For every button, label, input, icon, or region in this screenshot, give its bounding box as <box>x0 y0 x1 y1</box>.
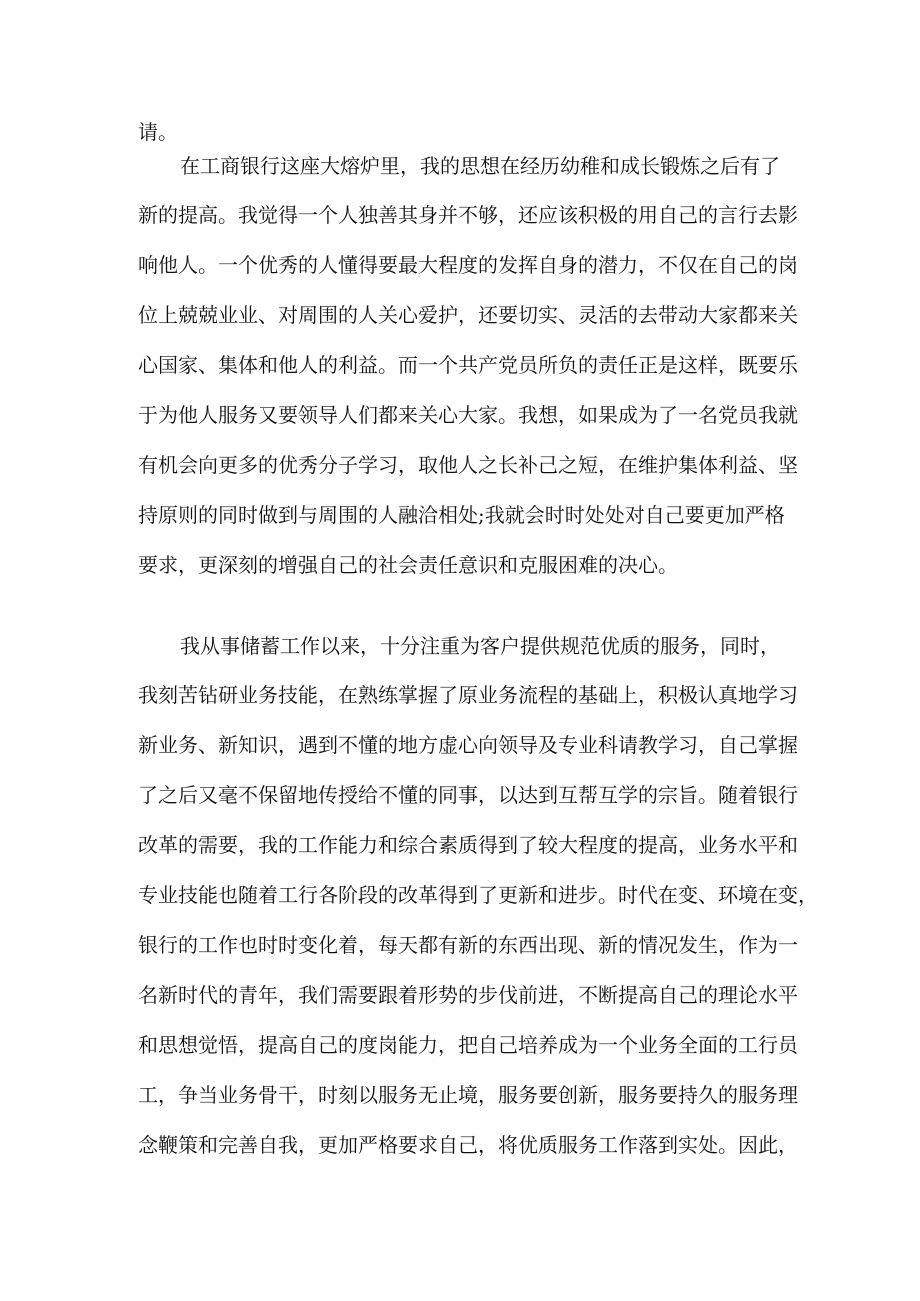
paragraph-line: 专业技能也随着工行各阶段的改革得到了更新和进步。时代在变、环境在变， <box>138 883 818 907</box>
paragraph-line: 持原则的同时做到与周围的人融洽相处;我就会时时处处对自己要更加严格 <box>138 503 785 527</box>
paragraph-line: 心国家、集体和他人的利益。而一个共产党员所负的责任正是这样，既要乐 <box>138 353 798 377</box>
paragraph-line: 响他人。一个优秀的人懂得要最大程度的发挥自身的潜力，不仅在自己的岗 <box>138 253 798 277</box>
paragraph-line: 了之后又毫不保留地传授给不懂的同事，以达到互帮互学的宗旨。随着银行 <box>138 783 798 807</box>
paragraph-line: 于为他人服务又要领导人们都来关心大家。我想，如果成为了一名党员我就 <box>138 403 798 427</box>
paragraph-line: 改革的需要，我的工作能力和综合素质得到了较大程度的提高，业务水平和 <box>138 833 798 857</box>
paragraph-line: 念鞭策和完善自我，更加严格要求自己，将优质服务工作落到实处。因此， <box>138 1133 798 1157</box>
paragraph-line: 名新时代的青年，我们需要跟着形势的步伐前进，不断提高自己的理论水平 <box>138 983 798 1007</box>
paragraph-line: 要求，更深刻的增强自己的社会责任意识和克服困难的决心。 <box>138 553 678 577</box>
document-body <box>138 0 818 1301</box>
paragraph-line: 有机会向更多的优秀分子学习，取他人之长补己之短，在维护集体利益、坚 <box>138 453 798 477</box>
paragraph-line: 我从事储蓄工作以来，十分注重为客户提供规范优质的服务，同时， <box>180 634 780 658</box>
paragraph-line: 新的提高。我觉得一个人独善其身并不够，还应该积极的用自己的言行去影 <box>138 203 798 227</box>
paragraph-line: 我刻苦钻研业务技能，在熟练掌握了原业务流程的基础上，积极认真地学习 <box>138 683 798 707</box>
paragraph-line: 工，争当业务骨干，时刻以服务无止境，服务要创新，服务要持久的服务理 <box>138 1083 798 1107</box>
paragraph-line: 位上兢兢业业、对周围的人关心爱护，还要切实、灵活的去带动大家都来关 <box>138 303 798 327</box>
paragraph-line: 银行的工作也时时变化着，每天都有新的东西出现、新的情况发生，作为一 <box>138 933 798 957</box>
paragraph-line: 新业务、新知识，遇到不懂的地方虚心向领导及专业科请教学习，自己掌握 <box>138 733 798 757</box>
paragraph-line: 在工商银行这座大熔炉里，我的思想在经历幼稚和成长锻炼之后有了 <box>180 154 780 178</box>
paragraph-line: 和思想觉悟，提高自己的度岗能力，把自己培养成为一个业务全面的工行员 <box>138 1033 798 1057</box>
paragraph-line: 请。 <box>138 120 178 144</box>
